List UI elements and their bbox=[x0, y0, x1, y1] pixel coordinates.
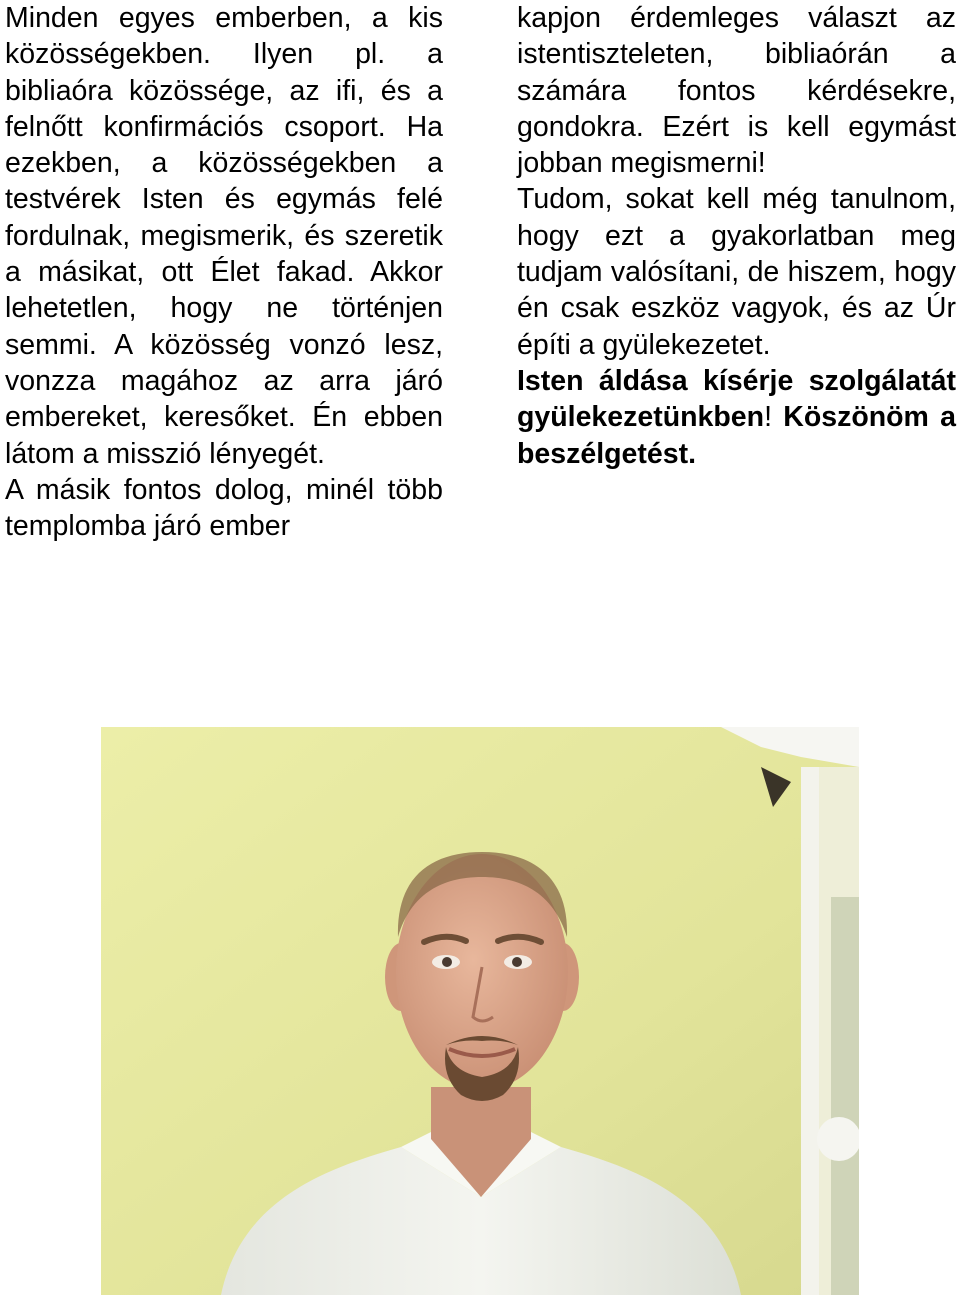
right-paragraph-1: kapjon érdemleges választ az istentiszteleten, bibliaórán a számára fontos kérdésekre, gondokra. Ezért is kell egymást jobban megismerni! bbox=[517, 2, 956, 180]
closing-paragraph bbox=[517, 363, 956, 472]
left-column bbox=[5, 0, 443, 544]
right-paragraph-2: Tudom, sokat kell még tanulnom, hogy ezt a gyakorlatban meg tudjam valósítani, de hiszem, hogy én csak eszköz vagyok, és az Úr építi a gyülekezetet. bbox=[517, 183, 956, 361]
portrait-illustration bbox=[101, 727, 859, 1295]
left-paragraph-2: A másik fontos dolog, minél több templomba járó ember bbox=[5, 473, 443, 543]
ball-shape bbox=[817, 1117, 859, 1161]
closing-bold-1: Isten áldása kísérje szolgálatát gyülekezetünkben bbox=[517, 364, 956, 434]
door-frame bbox=[801, 767, 819, 1295]
left-paragraph-1: Minden egyes emberben, a kis közösségekben. Ilyen pl. a bibliaóra közössége, az ifi, és a felnőtt konfirmációs csoport. Ha ezekben, a közösségekben a testvérek Isten és egymás felé fordulnak, megismerik, és szeretik a másikat, ott Élet fakad. Akkor lehetetlen, hogy ne történjen semmi. A közösség vonzó lesz, vonzza magához az arra járó embereket, keresőket. Én ebben látom a misszió lényegét. bbox=[5, 2, 443, 470]
portrait-photo bbox=[101, 727, 859, 1295]
right-column bbox=[517, 0, 956, 472]
closing-mark: ! bbox=[764, 401, 772, 434]
closing-bold-2: Köszönöm a beszélgetést. bbox=[517, 401, 956, 470]
